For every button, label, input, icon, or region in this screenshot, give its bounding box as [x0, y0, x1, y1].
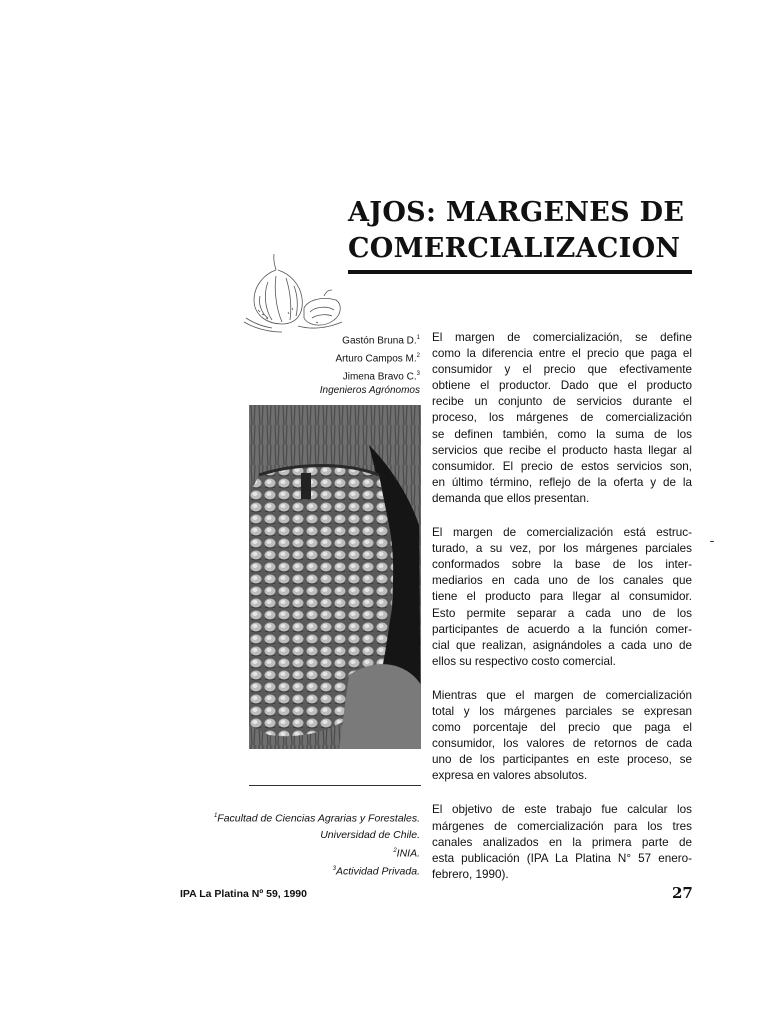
- page-number: 27: [672, 884, 693, 902]
- text-line: como la diferencia entre el precio que paga el: [432, 347, 692, 361]
- paragraph-2: [432, 525, 692, 670]
- author-3: Jimena Bravo C.$^3$: [342, 370, 420, 382]
- text-line: El margen de comercialización, se define: [432, 331, 692, 344]
- text-line: demanda que ellos presentan.: [432, 491, 590, 505]
- text-line: Mientras que el margen de comercialización: [432, 688, 692, 702]
- title-line-1: AJOS: MARGENES DE: [348, 197, 685, 228]
- text-line: cial que realizan, asignándoles a cada uno de: [432, 638, 692, 652]
- paragraph-3: [432, 688, 692, 785]
- body-text-column: [432, 330, 692, 901]
- garlic-illustration: [242, 252, 346, 334]
- text-line: Esto permite separar a cada uno de los: [432, 606, 692, 620]
- stray-mark: [710, 541, 714, 542]
- footnote-rule: [249, 785, 421, 786]
- text-line: márgenes de comercialización para los tres: [432, 819, 692, 833]
- text-line: participantes de acuerdo a la función comer-: [432, 622, 692, 636]
- article-title: [348, 195, 698, 267]
- text-line: consumidor. El precio de estos servicios son,: [432, 459, 692, 473]
- text-line: consumidor y el precio que efectivamente: [432, 363, 692, 377]
- text-line: El margen de comercialización está estruc-: [432, 526, 692, 540]
- title-rule: [348, 270, 692, 274]
- text-line: esta publicación (IPA La Platina N° 57 enero-: [432, 851, 692, 865]
- title-line-2: COMERCIALIZACION: [348, 233, 681, 264]
- garlic-braid-photo: [249, 405, 421, 749]
- author-2: Arturo Campos M.$^2$: [335, 352, 420, 365]
- affiliation-footnotes: [180, 808, 420, 880]
- text-line: mediarios en cada uno de los canales que: [432, 574, 692, 588]
- text-line: se definen también, como la suma de los: [432, 427, 692, 441]
- text-line: El objetivo de este trabajo fue calcular los: [432, 803, 692, 817]
- text-line: turado, a su vez, por los márgenes parciales: [432, 542, 692, 556]
- text-line: proceso, los márgenes de comercialización: [432, 411, 692, 425]
- text-line: febrero, 1990).: [432, 867, 509, 881]
- text-line: tiene el producto para llegar al consumidor.: [432, 590, 692, 604]
- text-line: recibe un conjunto de servicios durante el: [432, 395, 692, 409]
- text-line: como porcentaje del precio que paga el: [432, 721, 692, 735]
- text-line: en último término, reflejo de la oferta y de la: [432, 475, 692, 489]
- author-1: Gastón Bruna D.$^1$: [342, 335, 420, 347]
- footnote-1-cont: Universidad de Chile.: [320, 828, 420, 841]
- authors-role: Ingenieros Agrónomos: [319, 385, 420, 397]
- footnote-2: $^2$INIA.: [393, 847, 420, 859]
- text-line: expresa en valores absolutos.: [432, 769, 588, 783]
- text-line: uno de los participantes en este proceso, se: [432, 753, 692, 767]
- text-line: canales analizados en la primera parte de: [432, 835, 692, 849]
- text-line: ellos su respectivo costo comercial.: [432, 654, 616, 668]
- running-footer: IPA La Platina Nº 59, 1990: [180, 888, 307, 900]
- paragraph-4: [432, 802, 692, 882]
- text-line: servicios que recibe el producto hasta llegar al: [432, 443, 692, 457]
- text-line: consumidor, los valores de retornos de cada: [432, 737, 692, 751]
- text-line: total y los márgenes parciales se expresan: [432, 704, 692, 718]
- text-line: obtiene el productor. Dado que el producto: [432, 379, 692, 393]
- text-line: conformados sobre la base de los inter-: [432, 558, 692, 572]
- author-block: [270, 331, 420, 399]
- paragraph-1: [432, 330, 692, 507]
- footnote-3: $^3$Actividad Privada.: [332, 865, 420, 878]
- footnote-1: $^1$Facultad de Ciencias Agrarias y Forestales.: [213, 812, 420, 825]
